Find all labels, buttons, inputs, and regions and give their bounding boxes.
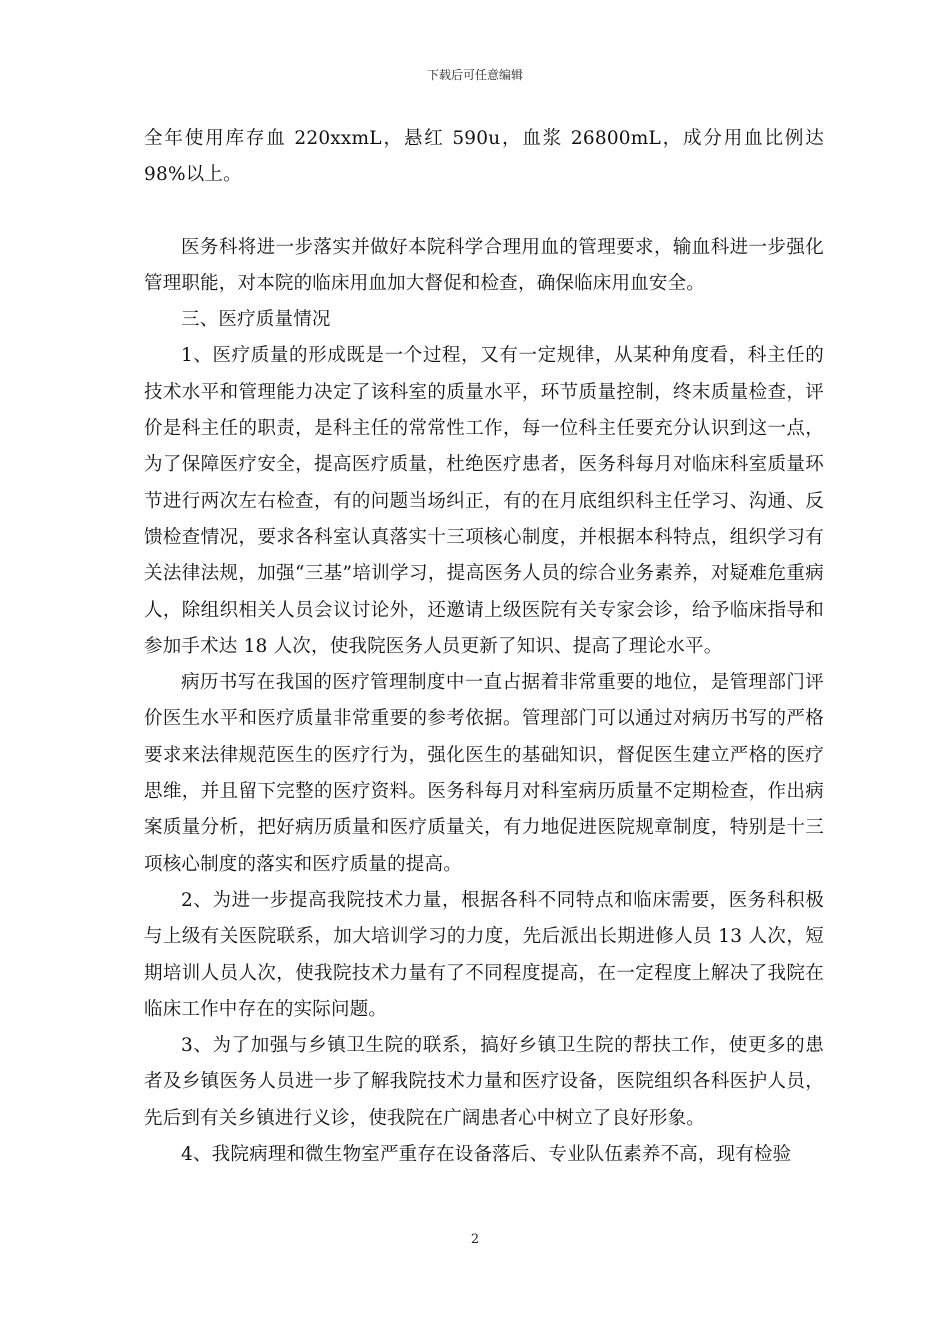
paragraph-blood-management: 医务科将进一步落实并做好本院科学合理用血的管理要求，输血科进一步强化管理职能，对本院的临床用血加大督促和检查，确保临床用血安全。 (144, 236, 824, 294)
page-number: 2 (470, 1232, 480, 1247)
paragraph-quality-item-3: 3、为了加强与乡镇卫生院的联系，搞好乡镇卫生院的帮扶工作，使更多的患者及乡镇医务人员进一步了解我院技术力量和医疗设备，医院组织各科医护人员，先后到有关乡镇进行义诊，使我院在广阔患者心中树立了良好形象。 (144, 1035, 824, 1129)
page-header: 下载后可任意编辑 (426, 68, 523, 82)
paragraph-quality-item-2: 2、为进一步提高我院技术力量，根据各科不同特点和临床需要，医务科积极与上级有关医院联系，加大培训学习的力度，先后派出长期进修人员 13 人次，短期培训人员人次，使我院技术力量有了不同程度提高，在一定程度上解决了我院在临床工作中存在的实际问题。 (144, 889, 824, 1020)
document-body (144, 121, 824, 1173)
paragraph-quality-item-1: 1、医疗质量的形成既是一个过程，又有一定规律，从某种角度看，科主任的技术水平和管理能力决定了该科室的质量水平，环节质量控制，终末质量检查，评价是科主任的职责，是科主任的常常性工作，每一位科主任要充分认识到这一点，为了保障医疗安全，提高医疗质量，杜绝医疗患者，医务科每月对临床科室质量环节进行两次左右检查，有的问题当场纠正，有的在月底组织科主任学习、沟通、反馈检查情况，要求各科室认真落实十三项核心制度，并根据本科特点，组织学习有关法律法规，加强“三基”培训学习，提高医务人员的综合业务素养，对疑难危重病人，除组织相关人员会议讨论外，还邀请上级医院有关专家会诊，给予临床指导和参加手术达 18 人次，使我院医务人员更新了知识、提高了理论水平。 (144, 345, 824, 657)
paragraph-blood-usage: 全年使用库存血 220xxmL，悬红 590u，血浆 26800mL，成分用血比例达 98%以上。 (144, 128, 824, 186)
paragraph-quality-item-4: 4、我院病理和微生物室严重存在设备落后、专业队伍素养不高，现有检验 (181, 1144, 792, 1166)
paragraph-medical-records: 病历书写在我国的医疗管理制度中一直占据着非常重要的地位，是管理部门评价医生水平和医疗质量非常重要的参考依据。管理部门可以通过对病历书写的严格要求来法律规范医生的医疗行为，强化医生的基础知识，督促医生建立严格的医疗思维，并且留下完整的医疗资料。医务科每月对科室病历质量不定期检查，作出病案质量分析，把好病历质量和医疗质量关，有力地促进医院规章制度，特别是十三项核心制度的落实和医疗质量的提高。 (144, 672, 824, 875)
section-heading-medical-quality: 三、医疗质量情况 (181, 309, 331, 331)
